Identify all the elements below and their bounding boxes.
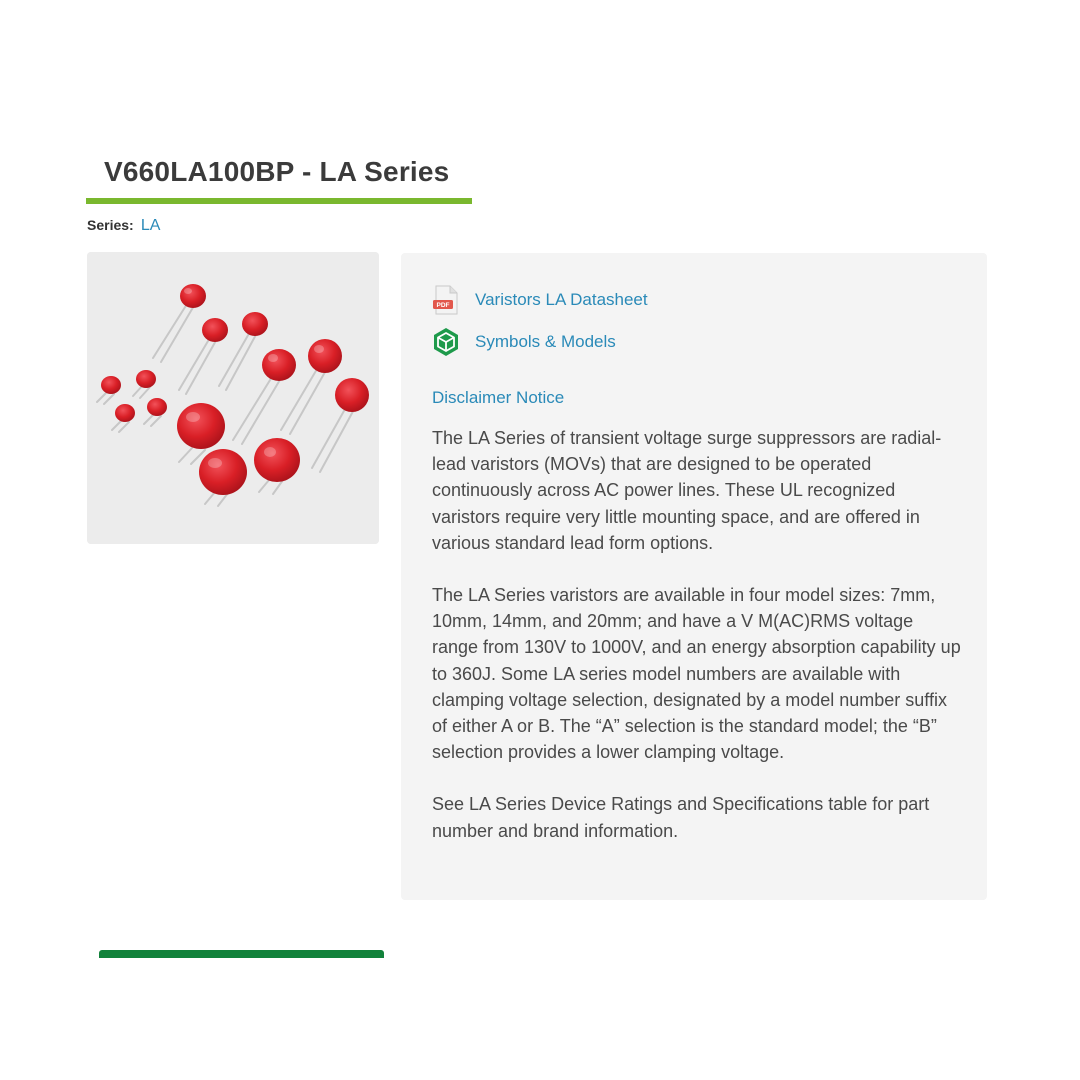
description-paragraph: The LA Series of transient voltage surge suppressors are radial-lead varistors (MOVs) that are designed to be operated continuously across AC power lines. These UL recognized varistors require very little mounting space, and are offered in various standard lead form options. — [432, 428, 942, 553]
varistor-photo — [87, 252, 379, 544]
cube-icon — [431, 327, 461, 357]
page-title-underline — [86, 150, 472, 204]
description-paragraph: See LA Series Device Ratings and Specifications table for part number and brand information. — [432, 794, 930, 841]
page-title: V660LA100BP - LA Series — [104, 156, 450, 187]
symbols-models-link[interactable] — [431, 327, 616, 357]
disclaimer-link[interactable]: Disclaimer Notice — [432, 388, 565, 407]
datasheet-label: Varistors LA Datasheet — [475, 290, 648, 309]
pdf-badge-text: PDF — [436, 302, 450, 309]
symbols-models-label: Symbols & Models — [475, 332, 616, 351]
product-description — [432, 425, 962, 870]
product-info-panel — [401, 253, 987, 900]
series-line — [87, 217, 160, 235]
series-label: Series: — [87, 217, 134, 233]
product-image — [87, 252, 379, 544]
pdf-icon — [431, 285, 461, 315]
green-action-button-top[interactable] — [99, 950, 384, 958]
description-paragraph: The LA Series varistors are available in four model sizes: 7mm, 10mm, 14mm, and 20mm; and have a V M(AC)RMS voltage range from 130V to 1000V, and an energy absorption capability up to 360J. Some LA series model numbers are available with clamping voltage selection, designated by a model number suffix of either A or B. The “A” selection is the standard model; the “B” selection provides a lower clamping voltage. — [432, 585, 961, 763]
datasheet-link[interactable] — [431, 285, 648, 315]
series-link[interactable]: LA — [140, 217, 161, 234]
